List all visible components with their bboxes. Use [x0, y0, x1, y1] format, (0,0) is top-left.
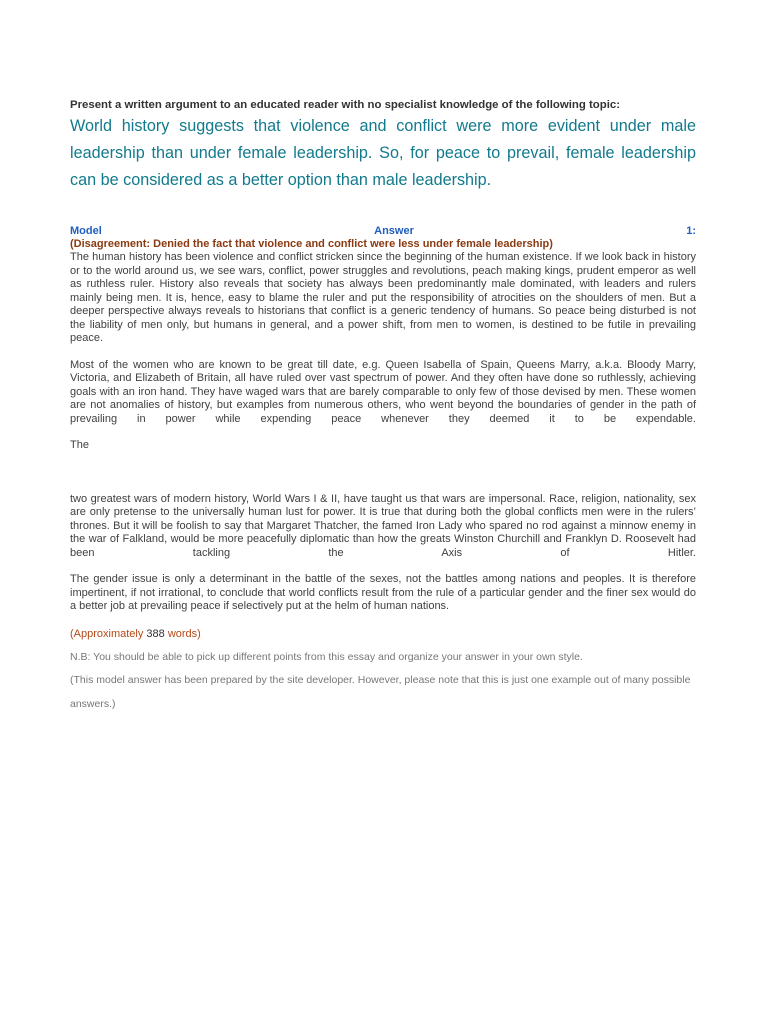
- word-count: [70, 627, 696, 641]
- stance-line: (Disagreement: Denied the fact that violence and conflict were less under female leadership): [70, 238, 553, 250]
- essay-paragraph-3: two greatest wars of modern history, World Wars I & II, have taught us that wars are impersonal. Race, religion, nationality, sex are only pretense to the universally human lust for power. It is true that during both the global conflicts men were in the rulers’ thrones. But it will be foolish to say that Margaret Thatcher, the famed Iron Lady who spared no rod against a minnow enemy in the war of Falkland, would be more peacefully diplomatic than how the greats Winston Churchill and Franklyn D. Roosevelt had been tackling the Axis of Hitler.: [70, 492, 696, 559]
- model-answer-heading: [70, 225, 696, 238]
- document-page: [70, 97, 696, 716]
- essay-paragraph-2: Most of the women who are known to be great till date, e.g. Queen Isabella of Spain, Queens Marry, a.k.a. Bloody Marry, Victoria, and Elizabeth of Britain, all have ruled over vast spectrum of power. And they often have done so ruthlessly, achieving goals with an iron hand. They have waged wars that are barely comparable to only few of those devised by men. These women are not anomalies of history, but examples from numerous others, who went beyond the boundaries of gender in the path of prevailing in power while expending peace whenever they deemed it to be expendable.: [70, 358, 696, 425]
- nb-note: N.B: You should be able to pick up different points from this essay and organize your answer in your own style.: [70, 650, 583, 663]
- essay-body: [70, 251, 696, 614]
- essay-paragraph-1: The human history has been violence and conflict stricken since the beginning of the human existence. If we look back in history or to the world around us, we see wars, conflict, power struggles and revolutions, peach making kings, prudent emperor as well as ruthless ruler. History also reveals that society has always been predominantly male dominated, with leaders and rulers mainly being men. It is, hence, easy to blame the ruler and put the responsibility of atrocities on the shoulders of men. But a deeper perspective always reveals to historians that conflict is a generic tendency of humans. So peace being disturbed is not the liability of men only, but humans in general, and a power shift, from men to women, is destined to be futile in prevailing peace.: [70, 251, 696, 344]
- model-heading-number: 1:: [686, 225, 696, 237]
- word-count-prefix: (Approximately: [70, 627, 147, 640]
- developer-note: (This model answer has been prepared by the site developer. However, please note that this is just one example out of many possible answers.): [70, 673, 691, 710]
- model-heading-middle: Answer: [374, 225, 414, 237]
- essay-prompt: Present a written argument to an educated reader with no specialist knowledge of the following topic:: [70, 99, 620, 111]
- essay-topic: World history suggests that violence and conflict were more evident under male leadership than under female leadership. So, for peace to prevail, female leadership can be considered as a better option than male leadership.: [70, 117, 696, 189]
- essay-paragraph-3-start: The: [70, 439, 89, 451]
- essay-paragraph-4: The gender issue is only a determinant in the battle of the sexes, not the battles among nations and peoples. It is therefore impertinent, if not irrational, to conclude that world conflicts result from the rule of a particular gender and the finer sex would do a better job at prevailing peace if selectively put at the helm of human nations.: [70, 573, 696, 612]
- model-heading-left: Model: [70, 225, 102, 237]
- word-count-suffix: words): [164, 627, 201, 640]
- word-count-number: 388: [146, 627, 165, 640]
